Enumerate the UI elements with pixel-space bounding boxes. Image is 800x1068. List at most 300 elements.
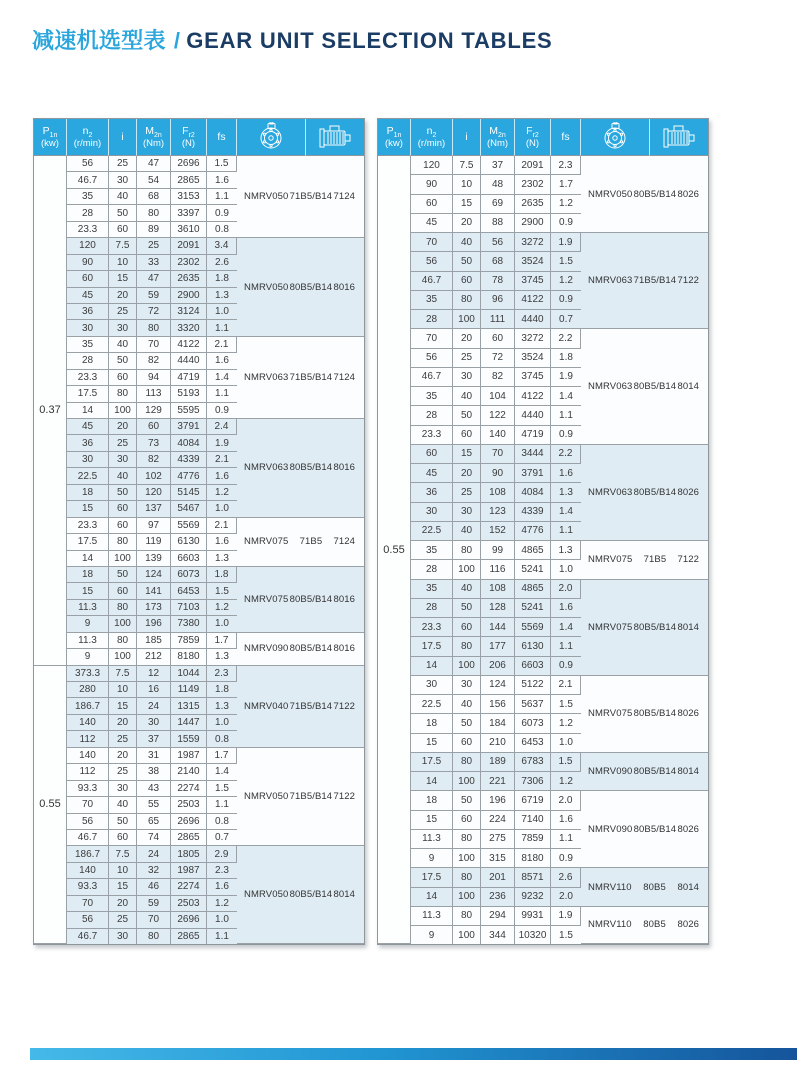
header-symbol: $n_2$: [82, 125, 93, 140]
table-header-row: [378, 119, 708, 156]
header-unit: (kw): [385, 137, 403, 149]
header-unit: (Nm): [142, 137, 165, 149]
selection-table: [33, 118, 365, 945]
cell-n2: 11.3: [67, 600, 109, 616]
cell-fr2: 1447: [171, 715, 207, 731]
unit-model: NMRV075: [588, 554, 633, 566]
cell-n2: 17.5: [411, 753, 453, 772]
cell-fr2: 2503: [171, 896, 207, 912]
cell-n2: 35: [67, 189, 109, 205]
unit-model: NMRV050: [588, 188, 633, 200]
cell-m2n: 189: [481, 753, 515, 772]
cell-fs: 2.2: [551, 445, 581, 464]
cell-fs: 0.9: [551, 657, 581, 676]
cell-m2n: 88: [481, 214, 515, 233]
group-label: [237, 462, 364, 473]
cell-m2n: 196: [481, 791, 515, 810]
cell-fr2: 2696: [171, 156, 207, 172]
cell-n2: 120: [411, 156, 453, 175]
cell-fr2: 3524: [515, 349, 551, 368]
cell-n2: 9: [67, 649, 109, 665]
unit-flange: 80B5/B14: [633, 823, 677, 835]
group-label-cell: [237, 238, 364, 337]
unit-flange: 71B5/B14: [289, 700, 333, 712]
cell-m2n: 111: [481, 310, 515, 329]
cell-fr2: 4440: [171, 353, 207, 369]
cell-n2: 28: [67, 205, 109, 221]
cell-m2n: 177: [481, 637, 515, 656]
cell-fs: 2.3: [207, 863, 237, 879]
cell-i: 20: [109, 896, 137, 912]
cell-fr2: 6603: [515, 657, 551, 676]
header-symbol: $F_{r2}$: [526, 125, 539, 140]
cell-n2: 17.5: [67, 534, 109, 550]
cell-fs: 1.9: [551, 368, 581, 387]
cell-i: 20: [109, 715, 137, 731]
cell-m2n: 82: [137, 353, 171, 369]
group-label: [237, 701, 364, 712]
cell-n2: 35: [411, 387, 453, 406]
cell-n2: 45: [67, 288, 109, 304]
unit-flange: 80B5/B14: [289, 462, 333, 474]
cell-i: 30: [453, 676, 481, 695]
cell-fr2: 10320: [515, 926, 551, 944]
cell-m2n: 55: [137, 797, 171, 813]
cell-n2: 112: [67, 731, 109, 747]
cell-n2: 30: [411, 676, 453, 695]
cell-fs: 1.5: [551, 753, 581, 772]
cell-m2n: 116: [481, 560, 515, 579]
cell-fr2: 5193: [171, 386, 207, 402]
cell-m2n: 108: [481, 483, 515, 502]
cell-fs: 1.8: [207, 271, 237, 287]
unit-flange: 80B5/B14: [633, 766, 677, 777]
page-title-separator: /: [173, 28, 181, 53]
cell-i: 100: [453, 926, 481, 944]
cell-fr2: 6130: [171, 534, 207, 550]
cell-fr2: 4339: [171, 452, 207, 468]
cell-fs: 1.6: [551, 464, 581, 483]
cell-m2n: 74: [137, 830, 171, 846]
cell-i: 30: [109, 452, 137, 468]
cell-n2: 46.7: [411, 368, 453, 387]
cell-i: 40: [109, 337, 137, 353]
cell-m2n: 156: [481, 695, 515, 714]
unit-motor: 8016: [333, 593, 355, 605]
cell-fr2: 4122: [171, 337, 207, 353]
unit-model: NMRV075: [588, 708, 633, 720]
cell-m2n: 80: [137, 205, 171, 221]
unit-motor: 7124: [333, 191, 355, 203]
cell-m2n: 294: [481, 907, 515, 926]
gearbox-icon: [237, 119, 306, 156]
cell-i: 80: [453, 541, 481, 560]
cell-i: 40: [453, 580, 481, 599]
cell-n2: 28: [411, 406, 453, 425]
cell-n2: 186.7: [67, 698, 109, 714]
unit-motor: 8026: [677, 188, 699, 200]
cell-m2n: 46: [137, 879, 171, 895]
unit-flange: 80B5/B14: [289, 889, 333, 901]
cell-i: 100: [109, 616, 137, 632]
cell-m2n: 201: [481, 868, 515, 887]
cell-n2: 23.3: [67, 222, 109, 238]
cell-i: 80: [109, 534, 137, 550]
cell-fr2: 3791: [171, 419, 207, 435]
cell-i: 50: [453, 714, 481, 733]
unit-model: NMRV050: [244, 191, 289, 203]
cell-m2n: 99: [481, 541, 515, 560]
cell-fr2: 4776: [515, 522, 551, 541]
cell-fr2: 2503: [171, 797, 207, 813]
cell-fs: 0.7: [551, 310, 581, 329]
table-row: [378, 580, 708, 599]
cell-m2n: 104: [481, 387, 515, 406]
cell-m2n: 196: [137, 616, 171, 632]
unit-model: NMRV075: [588, 621, 633, 633]
unit-motor: 7124: [333, 371, 355, 383]
cell-fs: 1.5: [551, 926, 581, 944]
header-symbol: $M_{2n}$: [489, 125, 506, 140]
cell-n2: 15: [411, 734, 453, 753]
cell-m2n: 68: [137, 189, 171, 205]
group-label-cell: [237, 666, 364, 748]
cell-n2: 70: [67, 896, 109, 912]
table-body: [378, 156, 708, 944]
cell-n2: 14: [67, 551, 109, 567]
cell-i: 60: [109, 370, 137, 386]
cell-i: 60: [453, 811, 481, 830]
group-label-cell: [581, 329, 708, 445]
cell-m2n: 82: [137, 452, 171, 468]
cell-m2n: 24: [137, 846, 171, 862]
cell-fr2: 2900: [171, 288, 207, 304]
cell-i: 20: [109, 419, 137, 435]
cell-n2: 18: [67, 567, 109, 583]
cell-fr2: 1149: [171, 682, 207, 698]
cell-m2n: 124: [481, 676, 515, 695]
cell-m2n: 123: [481, 503, 515, 522]
cell-fr2: 2900: [515, 214, 551, 233]
unit-motor: 8014: [677, 881, 699, 893]
cell-fs: 1.3: [207, 649, 237, 665]
unit-flange: 80B5/B14: [289, 593, 333, 605]
cell-n2: 11.3: [411, 907, 453, 926]
cell-n2: 17.5: [67, 386, 109, 402]
cell-fr2: 1987: [171, 863, 207, 879]
cell-i: 80: [453, 753, 481, 772]
cell-n2: 90: [67, 255, 109, 271]
cell-fr2: 5637: [515, 695, 551, 714]
cell-fs: 1.6: [207, 468, 237, 484]
unit-flange: 71B5: [299, 536, 323, 548]
cell-fr2: 2140: [171, 764, 207, 780]
cell-fs: 1.0: [207, 912, 237, 928]
cell-fs: 1.1: [551, 637, 581, 656]
cell-fs: 1.5: [207, 781, 237, 797]
cell-fs: 0.8: [207, 814, 237, 830]
cell-m2n: 119: [137, 534, 171, 550]
cell-n2: 35: [411, 291, 453, 310]
cell-fr2: 7859: [515, 830, 551, 849]
table-row: [378, 445, 708, 464]
cell-n2: 70: [411, 329, 453, 348]
cell-i: 60: [453, 734, 481, 753]
unit-flange: 80B5/B14: [289, 643, 333, 655]
unit-flange: 80B5/B14: [633, 381, 677, 392]
cell-fr2: 6453: [515, 734, 551, 753]
cell-fr2: 4776: [171, 468, 207, 484]
cell-m2n: 96: [481, 291, 515, 310]
cell-fs: 2.4: [207, 419, 237, 435]
cell-fs: 1.1: [207, 386, 237, 402]
cell-fs: 1.0: [207, 501, 237, 517]
cell-n2: 11.3: [411, 830, 453, 849]
cell-n2: 18: [411, 791, 453, 810]
cell-m2n: 82: [481, 368, 515, 387]
cell-fs: 2.0: [551, 791, 581, 810]
cell-fr2: 3745: [515, 368, 551, 387]
cell-m2n: 31: [137, 748, 171, 764]
cell-n2: 56: [411, 349, 453, 368]
cell-fr2: 6719: [515, 791, 551, 810]
cell-fs: 1.5: [207, 156, 237, 172]
group-label-cell: [581, 907, 708, 944]
cell-m2n: 78: [481, 272, 515, 291]
cell-fs: 1.4: [551, 503, 581, 522]
cell-i: 30: [109, 172, 137, 188]
group-label: [581, 189, 708, 200]
unit-motor: 8026: [677, 486, 699, 498]
table-row: [378, 233, 708, 252]
cell-n2: 9: [67, 616, 109, 632]
cell-fr2: 5569: [515, 618, 551, 637]
cell-n2: 9: [411, 849, 453, 868]
cell-fs: 1.9: [551, 233, 581, 252]
cell-fr2: 7140: [515, 811, 551, 830]
group-label-cell: [581, 580, 708, 676]
cell-fs: 2.0: [551, 888, 581, 907]
table-row: [34, 748, 364, 764]
cell-n2: 18: [411, 714, 453, 733]
group-label-cell: [581, 868, 708, 907]
cell-i: 60: [453, 272, 481, 291]
group-label: [237, 372, 364, 383]
cell-fs: 1.8: [207, 682, 237, 698]
cell-m2n: 60: [481, 329, 515, 348]
cell-fs: 1.0: [207, 304, 237, 320]
unit-motor: 8014: [677, 766, 699, 777]
group-label: [237, 594, 364, 605]
cell-fs: 2.0: [551, 580, 581, 599]
header-symbol: $P_{1n}$: [42, 125, 58, 140]
unit-motor: 7122: [333, 700, 355, 712]
cell-i: 100: [453, 657, 481, 676]
unit-motor: 7122: [677, 275, 699, 287]
cell-n2: 373.3: [67, 666, 109, 682]
cell-fr2: 6453: [171, 583, 207, 599]
unit-model: NMRV075: [244, 536, 289, 548]
cell-i: 40: [453, 387, 481, 406]
unit-flange: 71B5/B14: [633, 275, 677, 287]
group-label: [581, 554, 708, 565]
cell-fs: 1.0: [207, 616, 237, 632]
footer-decoration-bar: [30, 1048, 797, 1060]
table-row: [378, 791, 708, 810]
selection-table: [377, 118, 709, 945]
unit-model: NMRV090: [244, 643, 289, 655]
cell-fr2: 5569: [171, 518, 207, 534]
cell-i: 80: [453, 291, 481, 310]
cell-n2: 14: [411, 657, 453, 676]
unit-model: NMRV063: [244, 462, 289, 474]
group-label-cell: [581, 233, 708, 329]
cell-n2: 22.5: [411, 522, 453, 541]
cell-fs: 1.0: [551, 734, 581, 753]
cell-fs: 1.3: [207, 698, 237, 714]
unit-motor: 7124: [333, 536, 355, 548]
cell-i: 25: [109, 156, 137, 172]
cell-n2: 15: [67, 583, 109, 599]
cell-fr2: 7306: [515, 772, 551, 791]
table-row: [378, 156, 708, 175]
cell-n2: 46.7: [67, 929, 109, 944]
cell-fr2: 4865: [515, 541, 551, 560]
cell-m2n: 32: [137, 863, 171, 879]
page-title: [32, 24, 553, 55]
cell-m2n: 141: [137, 583, 171, 599]
cell-i: 7.5: [109, 238, 137, 254]
cell-n2: 22.5: [411, 695, 453, 714]
cell-fr2: 6130: [515, 637, 551, 656]
cell-fs: 1.1: [207, 929, 237, 944]
cell-fs: 0.7: [207, 830, 237, 846]
group-label: [581, 708, 708, 719]
unit-model: NMRV040: [244, 700, 289, 712]
cell-fr2: 8180: [515, 849, 551, 868]
cell-m2n: 70: [137, 337, 171, 353]
cell-m2n: 47: [137, 156, 171, 172]
cell-i: 20: [453, 214, 481, 233]
cell-m2n: 173: [137, 600, 171, 616]
cell-n2: 140: [67, 748, 109, 764]
cell-fs: 1.3: [207, 551, 237, 567]
cell-fs: 1.6: [207, 172, 237, 188]
cell-fs: 1.1: [551, 830, 581, 849]
cell-n2: 28: [411, 310, 453, 329]
selection-tables-container: [33, 118, 709, 945]
unit-model: NMRV063: [244, 371, 289, 383]
cell-fr2: 4865: [515, 580, 551, 599]
cell-m2n: 120: [137, 485, 171, 501]
unit-flange: 80B5: [643, 919, 666, 931]
cell-fs: 1.8: [207, 567, 237, 583]
cell-fr2: 6603: [171, 551, 207, 567]
cell-fs: 0.9: [207, 403, 237, 419]
cell-fs: 1.4: [207, 764, 237, 780]
cell-m2n: 70: [137, 912, 171, 928]
cell-m2n: 128: [481, 599, 515, 618]
cell-i: 40: [109, 189, 137, 205]
cell-n2: 17.5: [411, 868, 453, 887]
cell-i: 25: [109, 304, 137, 320]
group-label-cell: [237, 156, 364, 238]
header-fr2: [515, 119, 551, 156]
cell-n2: 45: [67, 419, 109, 435]
cell-fs: 1.2: [207, 600, 237, 616]
cell-fr2: 2091: [171, 238, 207, 254]
cell-i: 60: [109, 222, 137, 238]
cell-fr2: 2274: [171, 781, 207, 797]
cell-n2: 46.7: [411, 272, 453, 291]
cell-m2n: 139: [137, 551, 171, 567]
cell-fr2: 4440: [515, 310, 551, 329]
cell-i: 15: [453, 445, 481, 464]
cell-m2n: 80: [137, 320, 171, 336]
unit-model: NMRV050: [244, 889, 289, 901]
cell-n2: 14: [67, 403, 109, 419]
unit-flange: 80B5/B14: [633, 486, 677, 498]
cell-m2n: 129: [137, 403, 171, 419]
cell-m2n: 94: [137, 370, 171, 386]
unit-flange: 71B5: [643, 554, 667, 566]
group-label: [581, 381, 708, 392]
unit-model: NMRV050: [244, 281, 289, 293]
header-symbol: $F_{r2}$: [182, 125, 195, 140]
cell-n2: 36: [67, 304, 109, 320]
cell-fs: 2.9: [207, 846, 237, 862]
group-label-cell: [581, 156, 708, 233]
cell-m2n: 344: [481, 926, 515, 944]
cell-m2n: 47: [137, 271, 171, 287]
cell-i: 100: [453, 560, 481, 579]
cell-fs: 2.6: [207, 255, 237, 271]
header-unit: (r/min): [73, 137, 102, 149]
table-row: [34, 337, 364, 353]
header-m2n: [137, 119, 171, 156]
cell-i: 80: [453, 830, 481, 849]
cell-fs: 1.2: [551, 714, 581, 733]
cell-fs: 1.3: [551, 541, 581, 560]
cell-i: 40: [453, 233, 481, 252]
cell-fr2: 3524: [515, 252, 551, 271]
cell-i: 25: [453, 483, 481, 502]
cell-n2: 56: [411, 252, 453, 271]
cell-fr2: 3272: [515, 329, 551, 348]
cell-i: 50: [109, 485, 137, 501]
selection-table-right: [377, 118, 709, 945]
cell-n2: 56: [67, 814, 109, 830]
power-cell: 0.55: [378, 156, 411, 944]
cell-fr2: 4719: [515, 426, 551, 445]
cell-m2n: 60: [137, 419, 171, 435]
cell-i: 60: [453, 426, 481, 445]
unit-model: NMRV110: [588, 919, 632, 931]
table-row: [34, 419, 364, 435]
cell-m2n: 69: [481, 195, 515, 214]
cell-n2: 46.7: [67, 830, 109, 846]
cell-n2: 28: [411, 599, 453, 618]
cell-m2n: 43: [137, 781, 171, 797]
cell-fr2: 8180: [171, 649, 207, 665]
unit-model: NMRV050: [244, 791, 289, 803]
header-unit: (N): [525, 137, 540, 149]
unit-model: NMRV063: [588, 381, 633, 392]
cell-n2: 70: [67, 797, 109, 813]
cell-n2: 60: [67, 271, 109, 287]
cell-m2n: 37: [137, 731, 171, 747]
cell-n2: 23.3: [411, 618, 453, 637]
